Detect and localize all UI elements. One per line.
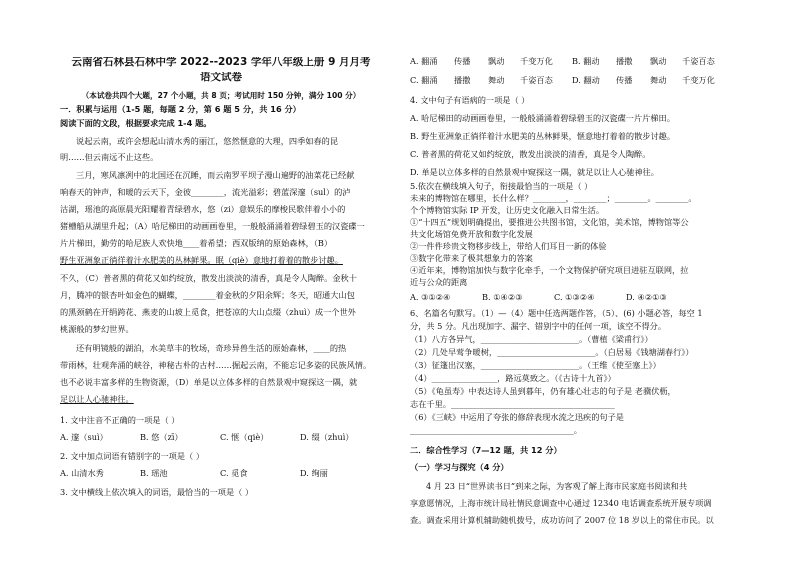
q3-option-text: 播撒 — [616, 56, 633, 66]
q6-item-6[interactable]: （6）《三峡》中运用了夸张的修辞表现水流之迅疾的句子是 — [410, 412, 624, 422]
q5-option-c[interactable]: C. ①③②④ — [554, 292, 595, 302]
q3-option-a[interactable]: A. 翻涌 — [410, 56, 438, 66]
passage-line: 片片梯田，勤劳的哈尼族人欢快地____着希望；西双版纳的原始森林，（B） — [60, 238, 333, 248]
q3-stem: 3. 文中横线上依次填入的词语，最恰当的一项是（ ） — [60, 487, 254, 497]
q6-item-5-cont[interactable]: 志在千里。________________________________________ — [410, 399, 615, 409]
q5-line: 近与公众的距离 — [410, 277, 468, 287]
q5-options — [410, 292, 740, 303]
passage-line: 猪槽船从湖里升起；（A）哈尼梯田的动画画卷里，一般般涌涌着碧绿碧玉的汉瓷碟一 — [60, 221, 365, 231]
passage-line: 三月，寒风凛冽中的北国还在沉睡，而云南罗平坝子漫山遍野的油菜花已经献 — [76, 170, 355, 180]
passage-line: 明……但云南远不止这些。 — [60, 152, 159, 162]
q3-option-d[interactable]: D. 翻动 — [572, 75, 600, 85]
q6-stem: 分，共 5 分。凡出现加字、漏字、错别字中的任何一项，该空不得分。 — [410, 321, 667, 331]
passage-line: 野生亚洲象正徜徉着汁水肥美的丛林鲜果。眠（qiè）意地打着着的散步讨趣。 — [60, 255, 343, 265]
q5-line: 未来的博物馆在哪里，长什么样？________，________；________。________。 — [410, 193, 697, 203]
q1-option-d[interactable]: D. 缀（zhuì） — [300, 432, 354, 442]
section2-heading: 二．综合性学习（7—12 题，共 12 分） — [410, 445, 562, 455]
passage-line: 带雨林，壮观奔涌的峡谷，神秘古朴的古村……掘起云南，不能忘记多姿的民族风情。 — [60, 360, 372, 370]
passage-line: 不久，（C）普者黑的荷花又如约绽放，散发出淡淡的清香，真是令人陶醉。金秋十 — [60, 273, 357, 283]
q2-option-c[interactable]: C. 觅食 — [220, 468, 248, 478]
q2-option-b[interactable]: B. 瑶池 — [140, 468, 168, 478]
section2-line: 4 月 23 日“世界读书日”到来之际，为客观了解上海市民家庭书阅读和共 — [426, 481, 688, 491]
q1-stem: 1. 文中注音不正确的一项是（ ） — [60, 415, 180, 425]
q3-option-text: 千姿百态 — [520, 75, 553, 85]
q1-option-a[interactable]: A. 邃（suì） — [60, 432, 108, 442]
q1-options — [60, 432, 382, 443]
passage-line: 说起云南，或许会想起山清水秀的丽江，悠然惬意的大理，四季如春的昆 — [76, 136, 339, 146]
q1-option-b[interactable]: B. 悠（zī） — [140, 432, 183, 442]
section2-line: 查。调查采用计算机辅助随机拨号，成功访问了 2007 位 18 岁以上的常住市民。以 — [410, 515, 714, 525]
q4-option-d[interactable]: D. 单是以立体多样的自然景观中窥探这一隅，就足以让人心驰神往。 — [410, 167, 659, 177]
q3-option-text: 千姿百态 — [682, 56, 715, 66]
q6-stem: 6、名篇名句默写。（1）—（4）题中任选两题作答，（5）、(6) 小题必答，每空 1 — [410, 308, 703, 318]
q5-line: 共文化场馆免费开放和数字化发展 — [410, 229, 533, 239]
passage-line: 也不必说丰富多样的生物资源，（D）单是以立体多样的自然景观中窥探这一隅，就 — [60, 377, 358, 387]
exam-title: 云南省石林县石林中学 2022--2023 学年八年级上册 9 月月考 — [71, 57, 371, 68]
passage-line: 沽湖，瑶池的高原晨光阳耀着青绿碧水，悠（zi）意娱乐的摩梭民歌伴着小小的 — [60, 204, 346, 214]
exam-subtitle: 语文试卷 — [200, 72, 242, 83]
q2-option-d[interactable]: D. 绚丽 — [300, 468, 328, 478]
q3-option-text: 千变万化 — [520, 56, 553, 66]
q2-stem: 2. 文中加点词语有错别字的一项是（ ） — [60, 451, 205, 461]
q5-line: ②一件件珍贵文物移步线上，带给人们耳目一新的体验 — [410, 241, 607, 251]
q3-option-b[interactable]: B. 翻动 — [572, 56, 600, 66]
q2-option-a[interactable]: A. 山清水秀 — [60, 468, 104, 478]
q3-option-text: 飘动 — [488, 56, 505, 66]
q6-item-6-cont[interactable]: ________________________________________。 — [410, 425, 582, 435]
q3-option-text: 传播 — [454, 56, 471, 66]
q6-item-3[interactable]: （3）征篷出汉塞，________________________。（王维《使至塞上》） — [410, 360, 661, 370]
section1-heading: 一．积累与运用（1-5 题，每题 2 分，第 6 题 5 分，共 16 分） — [60, 104, 301, 114]
q6-item-1[interactable]: （1）八方各异气，________________________。（曹植《梁甫行》） — [410, 334, 653, 344]
q5-line: 个个博物馆实际 IP 开发，让历史文化融入日常生活。 — [410, 205, 605, 215]
q5-line: ③数字化带来了极其想象力的答案 — [410, 253, 533, 263]
q5-line: ①“十四五”规划明确提出，要推进公共图书馆，文化馆，美术馆，博物馆等公 — [410, 217, 689, 227]
passage-line: 的黑颈鹤在开绢跨花、燕麦的山坡上觅食，把苍凉的大山点缀（zhuì）成一个世外 — [60, 307, 356, 317]
q4-option-a[interactable]: A. 哈尼梯田的动画画卷里，一般般涌涌着碧绿碧玉的汉瓷碟一片片梯田。 — [410, 113, 675, 123]
q5-option-d[interactable]: D. ④②①③ — [626, 292, 667, 302]
q6-item-2[interactable]: （2）几处早莺争暖树，________________________。（白居易《钱塘湖春行》） — [410, 347, 694, 357]
q3-options-row1 — [410, 56, 740, 67]
section1-instruction: 阅读下面的文段，根据要求完成 1-4 题。 — [60, 118, 212, 128]
passage-line: 还有明镜般的湖泊，水美草丰的牧场，奇珍异兽生活的原始森林，____的热 — [76, 343, 347, 353]
passage-line: 月，腾冲的银杏叶如金色的蝴蝶，________着金秋的夕阳余辉；冬天，昭通大山包 — [60, 290, 355, 300]
exam-note: （本试卷共四个大题，27 个小题，共 8 页；考试用时 150 分钟，满分 100 分） — [81, 91, 361, 100]
q3-option-text: 千变万化 — [682, 75, 715, 85]
q4-stem: 4. 文中句子有语病的一项是（ ） — [410, 95, 530, 105]
q3-options-row2 — [410, 75, 740, 86]
q5-option-a[interactable]: A. ③①②④ — [410, 292, 451, 302]
q3-option-text: 播撒 — [454, 75, 471, 85]
passage-line: 桃源般的梦幻世界。 — [60, 324, 134, 334]
q5-option-b[interactable]: B. ①④②③ — [482, 292, 523, 302]
q4-option-b[interactable]: B. 野生亚洲象正徜徉着汁水肥美的丛林鲜果，惬意地打着着的散步讨趣。 — [410, 131, 676, 141]
q6-item-4[interactable]: （4）________________，路远莫致之。（《古诗十九首》） — [410, 373, 616, 383]
q1-option-c[interactable]: C. 惬（qiè） — [220, 432, 269, 442]
q3-option-text: 舞动 — [488, 75, 505, 85]
q5-line: ④近年来，博物馆加快与数字化牵手，一个文物保护研究项目进驻互联网，拉 — [410, 265, 689, 275]
q4-option-c[interactable]: C. 普者黑的荷花又如约绽放，散发出淡淡的清香，真是令人陶醉。 — [410, 149, 651, 159]
q3-option-c[interactable]: C. 翻涌 — [410, 75, 438, 85]
passage-line: 足以让人心驰神往。 — [60, 394, 134, 404]
q3-option-text: 舞动 — [650, 75, 667, 85]
q3-option-text: 飘动 — [650, 56, 667, 66]
q3-option-text: 传播 — [616, 75, 633, 85]
section2-sub: （一）学习与探究（4 分） — [410, 462, 509, 472]
q5-stem: 5.依次在横线填入句子，衔接最恰当的一项是（ ） — [410, 181, 593, 191]
q6-item-5[interactable]: （5）《龟虽寿》中表达诗人虽到暮年，仍有雄心壮志的句子是 老骥伏枥， — [410, 386, 676, 396]
q2-options — [60, 468, 382, 479]
section2-line: 享意愿情况，上海市统计局社情民意调查中心通过 12340 电话调查系统开展专项调 — [410, 498, 712, 508]
passage-line: 响春天的钟声，和暖的云天下，金彼________，流光溢彩；碧蓝深邃（sul）的泸 — [60, 187, 351, 197]
